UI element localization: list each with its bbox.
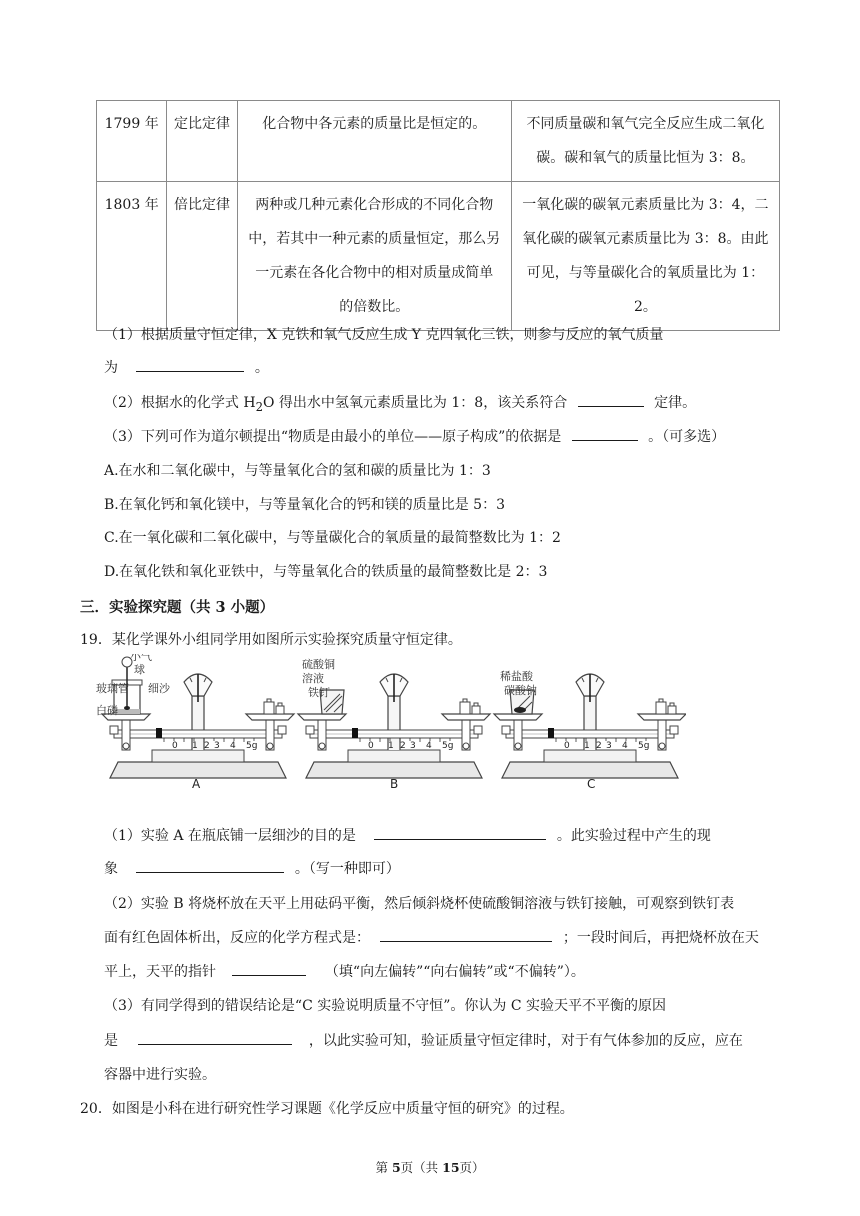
option-c: C.在一氧化碳和二氧化碳中，与等量碳化合的氧质量的最简整数比为 1：2 <box>104 530 561 546</box>
label-sodium-carbonate: 碳酸钠 <box>504 684 537 697</box>
label-glass-tube: 玻璃管 <box>96 682 129 695</box>
answer-blank[interactable] <box>232 961 306 976</box>
year-cell: 1799 年 <box>97 101 167 182</box>
svg-text:1: 1 <box>192 741 198 751</box>
q19-part3-line2: 是 ，以此实验可知，验证质量守恒定律时，对于有气体参加的反应，应在 <box>104 1030 743 1050</box>
law-name-cell: 倍比定律 <box>167 182 237 331</box>
q19-part3-line1: （3）有同学得到的错误结论是“C 实验说明质量不守恒”。你认为 C 实验天平不平衡的原因 <box>104 998 666 1014</box>
svg-text:4: 4 <box>230 741 236 751</box>
page-footer: 第 5页（共 15页） <box>375 1160 485 1175</box>
q19-part1-line2: 象 。（写一种即可） <box>104 858 400 878</box>
svg-text:0: 0 <box>564 741 570 751</box>
q19-part1-line1: （1）实验 A 在瓶底铺一层细沙的目的是 。此实验过程中产生的现 <box>104 825 711 845</box>
svg-text:4: 4 <box>622 741 628 751</box>
table-row <box>97 101 780 182</box>
svg-text:1: 1 <box>388 741 394 751</box>
answer-blank[interactable] <box>578 392 644 407</box>
svg-text:0: 0 <box>172 741 178 751</box>
caption-b: B <box>390 777 399 791</box>
q19-part2-line3: 平上，天平的指针 （填“向左偏转”“向右偏转”或“不偏转”）。 <box>104 961 585 981</box>
q18-part1-line2: 为 。 <box>104 357 269 377</box>
label-solution: 溶液 <box>302 672 324 685</box>
svg-text:3: 3 <box>606 741 612 751</box>
law-example-cell: 不同质量碳和氧气完全反应生成二氧化 碳。碳和氧气的质量比恒为 3：8。 <box>511 101 779 182</box>
answer-blank[interactable] <box>572 426 638 441</box>
section-heading: 三．实验探究题（共 3 小题） <box>80 599 275 616</box>
option-d: D.在氧化铁和氧化亚铁中，与等量氧化合的铁质量的最简整数比是 2：3 <box>104 564 548 580</box>
option-a: A.在水和二氧化碳中，与等量氧化合的氢和碳的质量比为 1：3 <box>104 463 491 479</box>
q19-part2-line1: （2）实验 B 将烧杯放在天平上用砝码平衡，然后倾斜烧杯使硫酸铜溶液与铁钉接触，可观察到铁钉表 <box>104 896 735 912</box>
svg-text:0: 0 <box>368 741 374 751</box>
year-cell: 1803 年 <box>97 182 167 331</box>
q18-part2: （2）根据水的化学式 $H_2O$ 得出水中氢氧元素质量比为 1：8，该关系符合 定律。 <box>104 392 696 414</box>
table-row <box>97 182 780 331</box>
svg-text:5g: 5g <box>442 741 454 751</box>
label-copper-sulfate: 硫酸铜 <box>302 658 335 671</box>
svg-text:2: 2 <box>596 741 602 751</box>
label-fine-sand: 细沙 <box>148 682 170 695</box>
label-balloon: 小气 <box>130 654 152 663</box>
law-example-cell: 一氧化碳的碳氧元素质量比为 3：4，二 氧化碳的碳氧元素质量比为 3：8。由此 可见，与等量碳化合的氧质量比为 1：2。 <box>511 182 779 331</box>
law-name-cell: 定比定律 <box>167 101 237 182</box>
answer-blank[interactable] <box>136 357 244 372</box>
option-b: B.在氧化钙和氧化镁中，与等量氧化合的钙和镁的质量比是 5：3 <box>104 497 506 513</box>
caption-c: C <box>587 777 596 791</box>
balance-a <box>102 657 294 778</box>
label-iron-nail: 铁钉 <box>308 686 330 699</box>
svg-text:2: 2 <box>400 741 406 751</box>
svg-text:5g: 5g <box>638 741 650 751</box>
q19-part2-line2: 面有红色固体析出，反应的化学方程式是： ；一段时间后，再把烧杯放在天 <box>104 927 759 947</box>
chemical-laws-table <box>96 100 780 331</box>
svg-text:4: 4 <box>426 741 432 751</box>
balance-diagram <box>96 654 686 794</box>
q19-part3-line3: 容器中进行实验。 <box>104 1067 216 1083</box>
q18-part1-line1: （1）根据质量守恒定律，X 克铁和氧气反应生成 Y 克四氧化三铁，则参与反应的氧气质量 <box>104 327 664 343</box>
svg-text:3: 3 <box>214 741 220 751</box>
balance-figure <box>96 654 686 794</box>
label-balloon-2: 球 <box>134 663 145 676</box>
answer-blank[interactable] <box>136 858 284 873</box>
answer-blank[interactable] <box>374 825 546 840</box>
q19-stem: 19．某化学课外小组同学用如图所示实验探究质量守恒定律。 <box>80 632 462 648</box>
law-description-cell: 两种或几种元素化合形成的不同化合物 中，若其中一种元素的质量恒定，那么另 一元素在各化合物中的相对质量成简单 的倍数比。 <box>237 182 511 331</box>
svg-text:1: 1 <box>584 741 590 751</box>
label-dilute-hcl: 稀盐酸 <box>500 670 533 683</box>
label-white-phosphorus: 白磷 <box>96 704 118 717</box>
q20-stem: 20．如图是小科在进行研究性学习课题《化学反应中质量守恒的研究》的过程。 <box>80 1101 574 1117</box>
caption-a: A <box>192 777 201 791</box>
answer-blank[interactable] <box>380 927 552 942</box>
svg-text:2: 2 <box>204 741 210 751</box>
law-description-cell: 化合物中各元素的质量比是恒定的。 <box>237 101 511 182</box>
q18-part3: （3）下列可作为道尔顿提出“物质是由最小的单位——原子构成”的依据是 。（可多选） <box>104 426 725 446</box>
answer-blank[interactable] <box>138 1030 292 1045</box>
svg-text:5g: 5g <box>246 741 258 751</box>
svg-text:3: 3 <box>410 741 416 751</box>
